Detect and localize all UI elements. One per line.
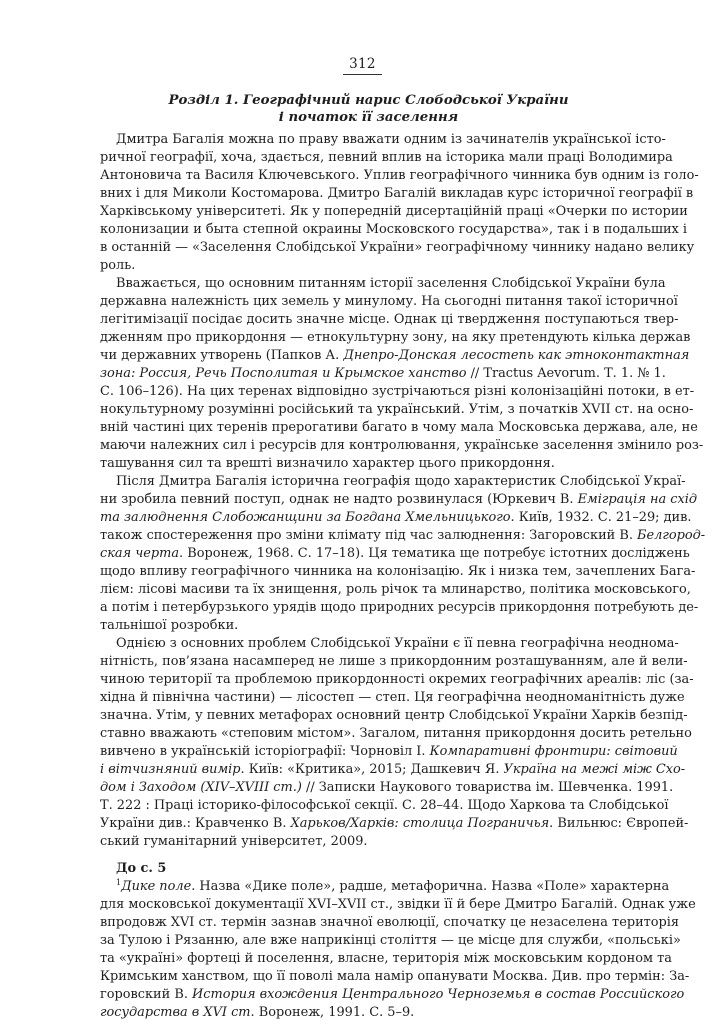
text-run: . Назва «Дике поле», радше, метафорична. Назва «Поле» характерна <box>191 879 670 894</box>
text-line <box>100 365 666 383</box>
page-number: 312 <box>349 56 376 72</box>
text-line <box>100 491 698 509</box>
text-run: // Tractus Aevorum. Т. 1. № 1. <box>466 366 666 381</box>
text-line <box>100 932 681 950</box>
text-run: для московської документації XVI–XVII ст., звідки її й бере Дмитро Багалій. Однак уже <box>100 897 696 912</box>
text-line <box>100 527 706 545</box>
text-line <box>100 671 694 689</box>
text-line <box>100 581 691 599</box>
text-run: Після Дмитра Багалія історична географія щодо характеристик Слобідської Украї- <box>116 474 686 489</box>
text-run: . Воронеж, 1968. С. 17–18). Ця тематика ще потребує істотних досліджень <box>179 546 690 561</box>
text-line <box>100 779 674 797</box>
text-line <box>100 131 666 149</box>
text-run: Антоновича та Василя Ключевського. Уплив географічного чинника був одним із голо- <box>100 168 699 183</box>
text-run: а потім і петербурзького урядів щодо природних ресурсів прикордоння потребують де- <box>100 600 699 615</box>
text-run: ни зробила певний поступ, однак не надто розвинулася (Юркевич В. <box>100 492 578 507</box>
text-line <box>100 968 690 986</box>
text-run: С. 106–126). На цих теренах відповідно зустрічаються різні колонізаційні потоки, в ет- <box>100 384 695 399</box>
text-line <box>100 653 688 671</box>
text-run: легітимізації посідає досить значне місце. Однак ці твердження поступаються твер- <box>100 312 679 327</box>
text-line <box>100 986 685 1004</box>
text-line <box>100 437 704 455</box>
text-run: дженням про прикордоння — етнокультурну зону, на яку претендують кілька держав <box>100 330 691 345</box>
text-run: також спостереження про зміни клімату під час залюднення: Загоровский В. <box>100 528 638 543</box>
text-line <box>100 635 679 653</box>
text-run: вивчено в українській історіографії: Чорновіл І. <box>100 744 430 759</box>
italic-text: Дике поле <box>121 879 192 894</box>
text-run: ташування сил та врешті визначило характер цього прикордоння. <box>100 456 555 471</box>
text-run: ський гуманітарний університет, 2009. <box>100 834 368 849</box>
text-line <box>100 1004 637 1022</box>
italic-text: дом і Заходом (XIV–XVIII ст.) <box>100 780 302 795</box>
italic-text: Харьков/Харків: столица Пограничья <box>290 816 550 831</box>
text-run: ставно вважають «степовим містом». Загалом, питання прикордоння досить ретельно <box>100 726 692 741</box>
body-text <box>100 131 706 1022</box>
text-line <box>100 185 694 203</box>
text-run: значна. Утім, у певних метафорах основний центр Слобідської України Харків безпід- <box>100 708 688 723</box>
text-line <box>100 815 689 833</box>
italic-text: государства в XVI ст <box>100 1005 251 1020</box>
section-heading <box>100 92 637 126</box>
text-run: України див.: Кравченко В. <box>100 816 291 831</box>
text-line <box>100 419 698 437</box>
notes-subheading: До с. 5 <box>116 861 167 876</box>
text-line <box>100 743 678 761</box>
text-run: та «україні» фортеці й поселення, власне, територія між московським кордоном та <box>100 951 672 966</box>
text-run: впродовж XVI ст. термін зазнав значної еволюції, спочатку це незаселена територія <box>100 915 680 930</box>
text-line <box>100 617 637 635</box>
text-line <box>100 455 637 473</box>
text-run: Однією з основних проблем Слобідської України є її певна географічна неоднома- <box>116 636 679 651</box>
text-run: // Записки Наукового товариства ім. Шевченка. 1991. <box>301 780 674 795</box>
footnote-marker: 1 <box>116 878 122 887</box>
text-line <box>100 167 699 185</box>
text-line <box>100 950 672 968</box>
italic-text: і вітчизняний вимір <box>100 762 241 777</box>
text-run: тальнішої розробки. <box>100 618 239 633</box>
text-run: державна належність цих земель у минулому. На сьогодні питання такої історичної <box>100 294 678 309</box>
italic-text: зона: Россия, Речь Посполитая и Крымское ханство <box>100 366 467 381</box>
text-run: нокультурному розумінні російський та український. Утім, з початків XVII ст. на осно- <box>100 402 694 417</box>
text-run: маючи належних сил і ресурсів для контролювання, українське заселення змінило роз- <box>100 438 704 453</box>
text-run: за Тулою і Рязанню, але вже наприкінці століття — це місце для служби, «польські» <box>100 933 681 948</box>
text-line <box>100 545 690 563</box>
text-line <box>100 239 695 257</box>
text-run: хідна й північна частини) — лісостеп — степ. Ця географічна неодноманітність дуже <box>100 690 685 705</box>
text-line <box>100 275 666 293</box>
text-run: вній частині цих теренів прерогативи багато в чому мала Московська держава, але, не <box>100 420 698 435</box>
section-heading-line-2: і початок її заселення <box>278 110 459 125</box>
text-line <box>100 221 688 239</box>
text-run: чиною території та проблемою прикордонності окремих географічних ареалів: ліс (за- <box>100 672 694 687</box>
paragraph <box>100 473 706 635</box>
italic-text: Україна на межі між Схо- <box>503 762 686 777</box>
text-line <box>100 878 670 896</box>
paragraph <box>100 635 694 851</box>
text-line <box>100 203 688 221</box>
text-line <box>100 293 678 311</box>
text-line <box>100 833 637 851</box>
italic-text: та залюднення Слобожанщини за Богдана Хмельницького. <box>100 510 515 525</box>
text-line <box>100 896 696 914</box>
text-run: роль. <box>100 258 136 273</box>
text-line <box>100 725 692 743</box>
italic-text: ская черта <box>100 546 180 561</box>
text-line <box>100 707 688 725</box>
text-run: Т. 222 : Праці історико-філософської секції. С. 28–44. Щодо Харкова та Слобідської <box>100 798 669 813</box>
text-run: чи державних утворень (Папков А. <box>100 348 344 363</box>
italic-text: Компаративні фронтири: світовий <box>429 744 678 759</box>
section-heading-line-1: Розділ 1. Географічний нарис Слободської України <box>168 93 569 108</box>
text-line <box>100 149 673 167</box>
text-line <box>100 383 695 401</box>
page-number-rule <box>343 74 382 75</box>
text-run: ричної географії, хоча, здається, певний вплив на історика мали праці Володимира <box>100 150 673 165</box>
paragraph <box>100 275 704 473</box>
text-run: вних і для Миколи Костомарова. Дмитро Багалій викладав курс історичної географії в <box>100 186 694 201</box>
text-run: в останній — «Заселення Слобідської України» географічному чиннику надано велику <box>100 240 695 255</box>
paragraph <box>100 131 699 275</box>
text-run: Київ, 1932. С. 21–29; див. <box>514 510 692 525</box>
text-line <box>100 473 686 491</box>
text-run: щодо впливу географічного чинника на колонізацію. Як і низка тем, зачеплених Бага- <box>100 564 696 579</box>
text-run: Кримським ханством, що її поволі мала намір опанувати Москва. Див. про термін: За- <box>100 969 690 984</box>
text-line <box>100 761 686 779</box>
text-line <box>100 599 699 617</box>
text-run: лієм: лісові масиви та їх знищення, роль річок та млинарство, політика московського, <box>100 582 691 597</box>
text-run: . Вильнюс: Європей- <box>549 816 689 831</box>
text-line <box>100 509 692 527</box>
text-line <box>100 914 680 932</box>
text-run: горовский В. <box>100 987 193 1002</box>
text-run: Харківському університеті. Як у попередній дисертаційній праці «Очерки по истории <box>100 204 688 219</box>
text-line <box>100 401 694 419</box>
text-line <box>100 347 690 365</box>
text-line <box>100 797 669 815</box>
text-run: нітність, пов’язана насамперед не лише з прикордонним розташуванням, але й вели- <box>100 654 688 669</box>
text-run: . Воронеж, 1991. С. 5–9. <box>250 1005 415 1020</box>
italic-text: История вхождения Центрального Черноземья в состав Российского <box>192 987 685 1002</box>
footnote <box>100 878 696 1022</box>
text-line <box>100 311 679 329</box>
text-line <box>100 329 691 347</box>
text-run: . Київ: «Критика», 2015; Дашкевич Я. <box>240 762 504 777</box>
text-line <box>100 563 696 581</box>
text-run: колонизации и быта степной окраины Московского государства», так і в подальших і <box>100 222 688 237</box>
text-run: Вважається, що основним питанням історії заселення Слобідської України була <box>116 276 666 291</box>
notes-section <box>100 860 696 1022</box>
text-line <box>100 689 685 707</box>
italic-text: Еміграція на схід <box>577 492 698 507</box>
italic-text: Днепро-Донская лесостепь как этноконтактная <box>343 348 690 363</box>
text-line <box>100 257 637 275</box>
italic-text: Белгород- <box>637 528 706 543</box>
text-run: Дмитра Багалія можна по праву вважати одним із зачинателів української істо- <box>116 132 666 147</box>
